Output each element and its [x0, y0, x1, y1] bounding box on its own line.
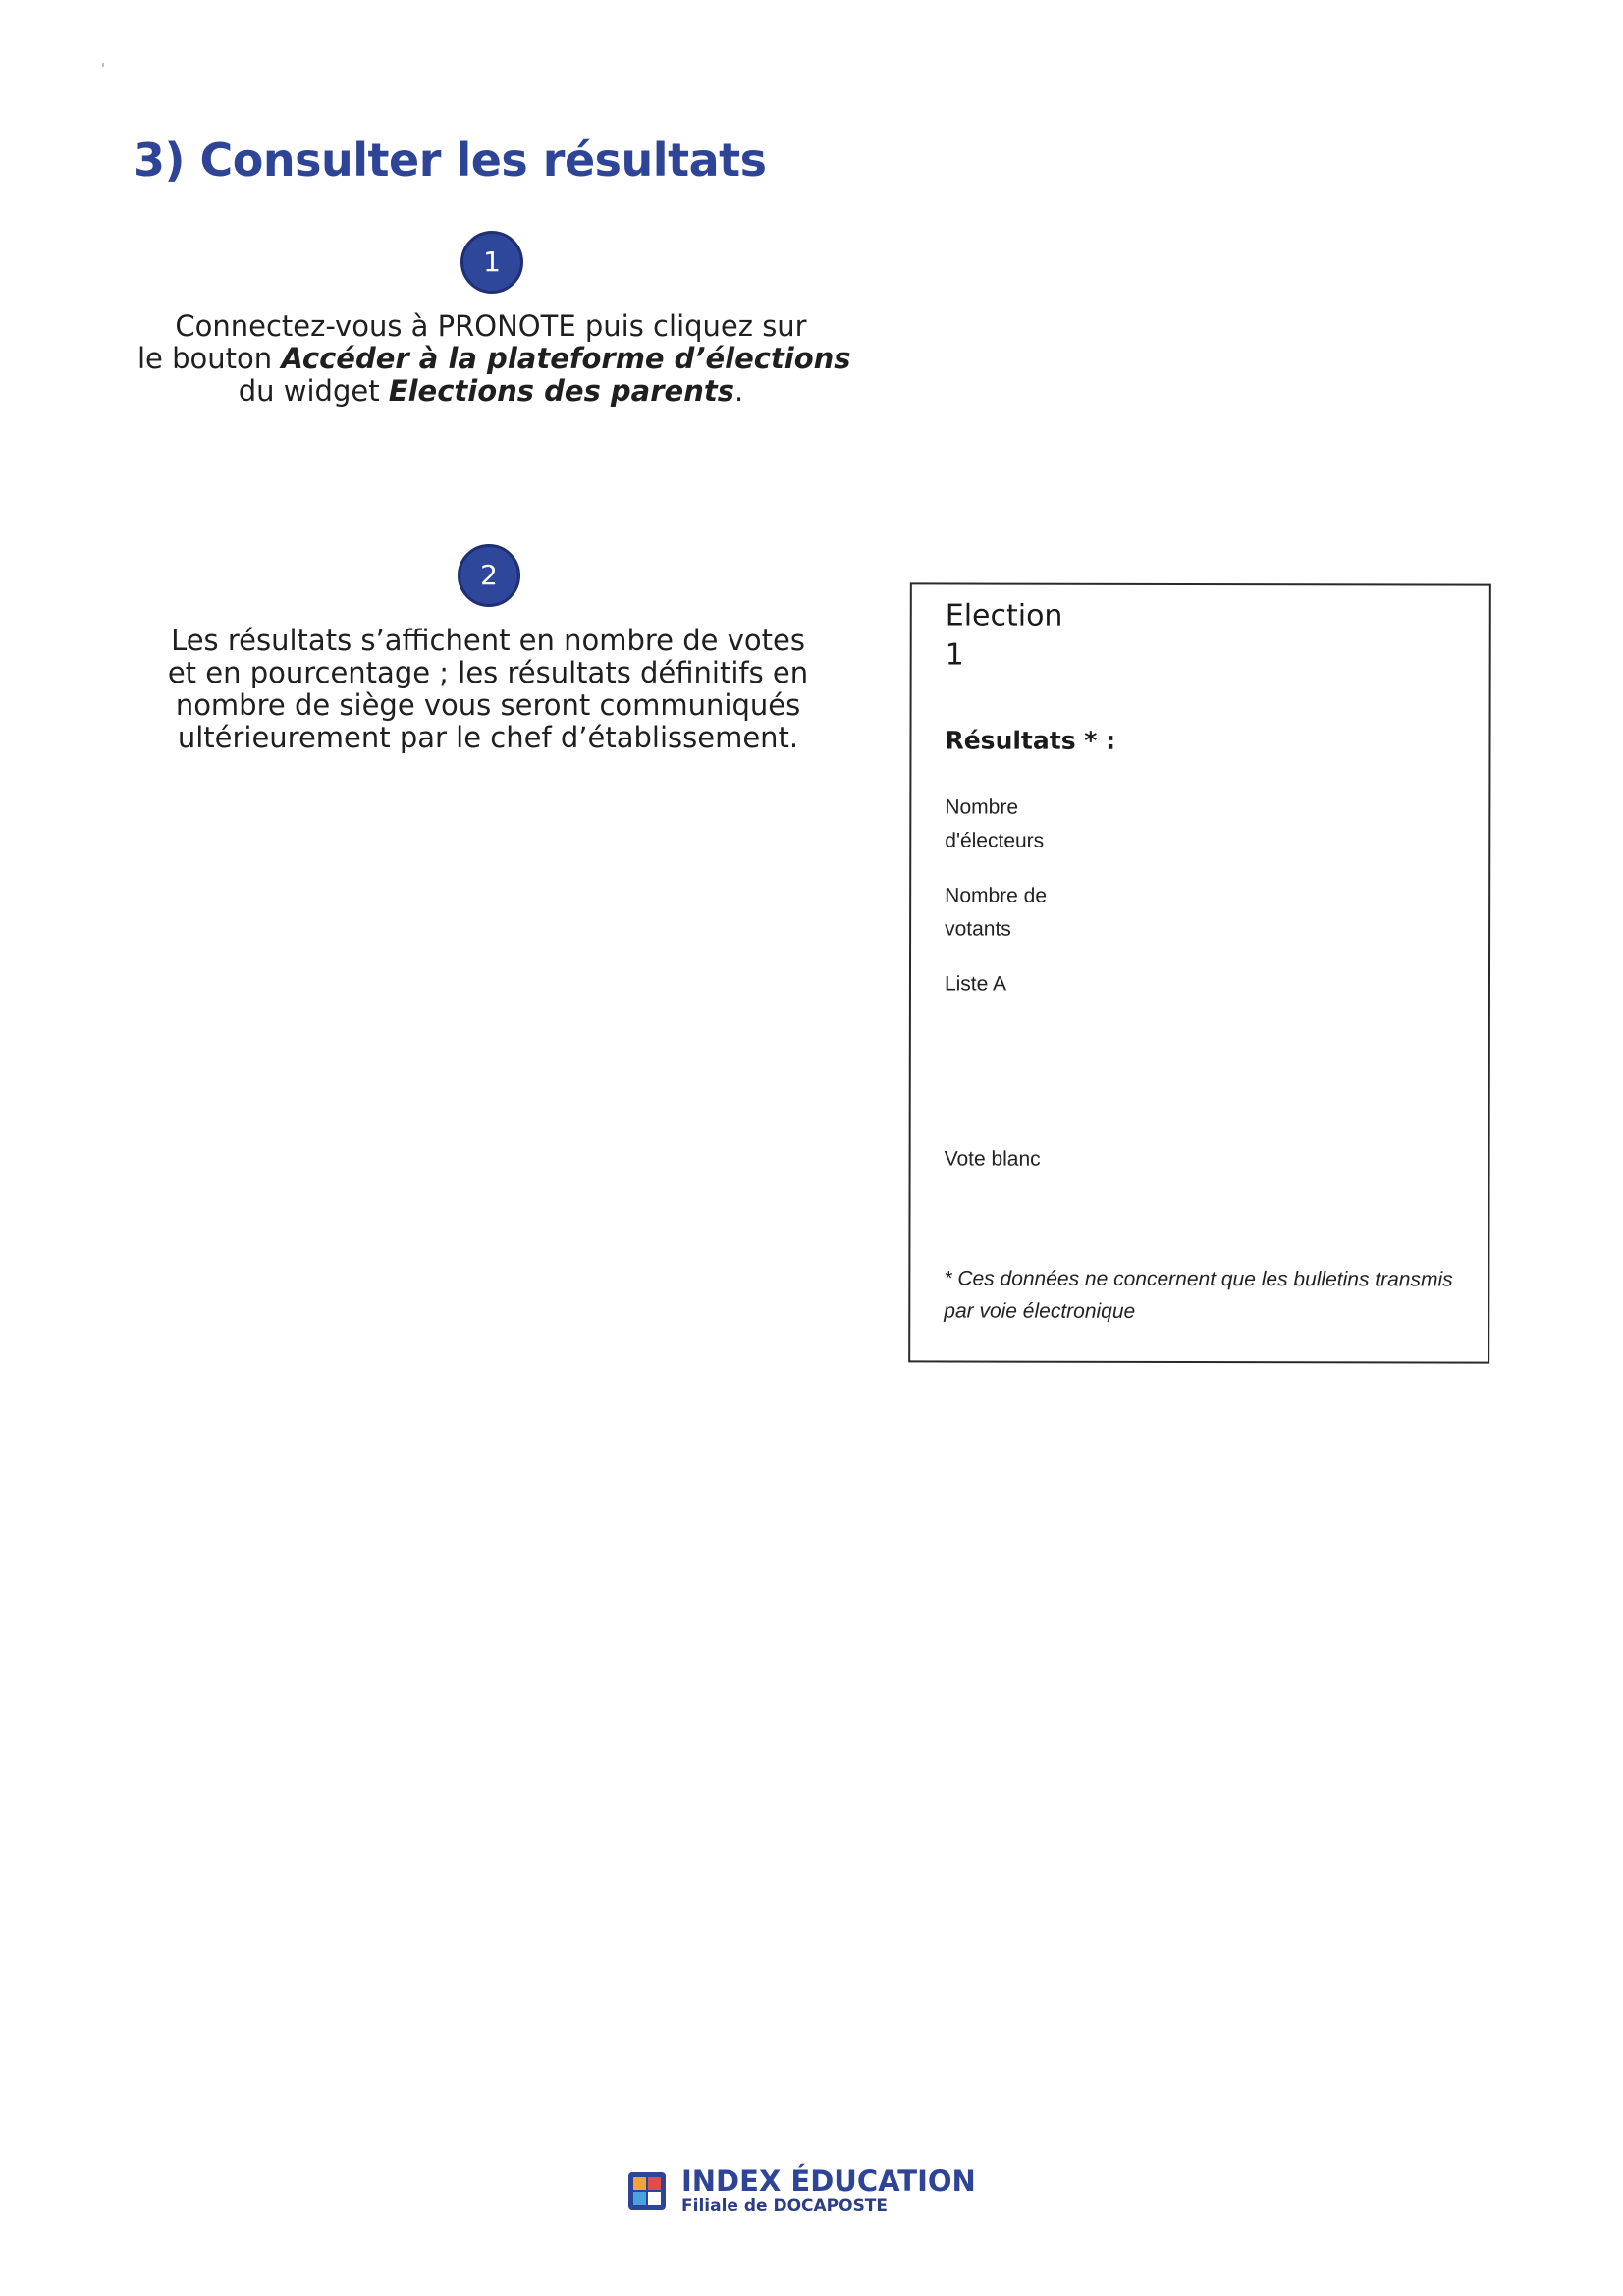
footer-brand	[628, 2166, 976, 2215]
logo-square-orange	[633, 2177, 646, 2190]
emphasis-text: Accéder à la plateforme d’élections	[281, 342, 851, 375]
text-run: Les résultats s’affichent en nombre de votes	[171, 624, 805, 657]
step-2-text	[135, 625, 841, 754]
brand-text	[681, 2166, 976, 2215]
step-2-line	[135, 625, 841, 657]
page-heading: 3) Consulter les résultats	[134, 134, 767, 187]
step-2-line	[135, 689, 841, 722]
text-run: et en pourcentage ; les résultats définitifs en	[167, 656, 809, 689]
step-1-text	[137, 309, 851, 408]
step-1-badge: 1	[460, 231, 523, 294]
text-run: ultérieurement par le chef d’établissement.	[177, 721, 799, 754]
text-run: Connectez-vous à PRONOTE puis cliquez sur	[175, 309, 807, 343]
index-education-logo-icon	[628, 2172, 666, 2210]
election-title	[946, 596, 1063, 675]
election-title-label: Election	[945, 598, 1063, 633]
row-voters: Nombre de votants	[945, 884, 1048, 941]
emphasis-text: Elections des parents	[388, 374, 734, 408]
logo-square-blue	[633, 2192, 646, 2205]
text-run: nombre de siège vous seront communiqués	[175, 688, 801, 722]
row-list-a: Liste A	[944, 972, 1007, 996]
election-results-panel	[908, 582, 1491, 1363]
row-blank-vote: Vote blanc	[944, 1147, 1041, 1171]
step-1-line	[137, 310, 844, 343]
logo-square-red	[648, 2177, 661, 2190]
scan-speck	[102, 63, 104, 67]
text-run: le bouton	[137, 342, 282, 375]
election-title-number: 1	[945, 637, 964, 673]
step-1-line	[137, 342, 851, 375]
text-run: .	[734, 374, 744, 408]
results-label: Résultats * :	[945, 726, 1116, 755]
step-2-line	[135, 722, 841, 754]
results-footnote: * Ces données ne concernent que les bulletins transmis par voie électronique	[944, 1267, 1453, 1323]
step-2-badge: 2	[458, 544, 520, 607]
step-1-line	[137, 375, 844, 408]
brand-name: INDEX ÉDUCATION	[681, 2164, 976, 2198]
text-run: du widget	[238, 374, 389, 408]
brand-subtitle: Filiale de DOCAPOSTE	[681, 2196, 889, 2215]
logo-square-white	[648, 2192, 661, 2205]
row-electors: Nombre d'électeurs	[945, 795, 1045, 852]
step-2-line	[135, 657, 841, 689]
